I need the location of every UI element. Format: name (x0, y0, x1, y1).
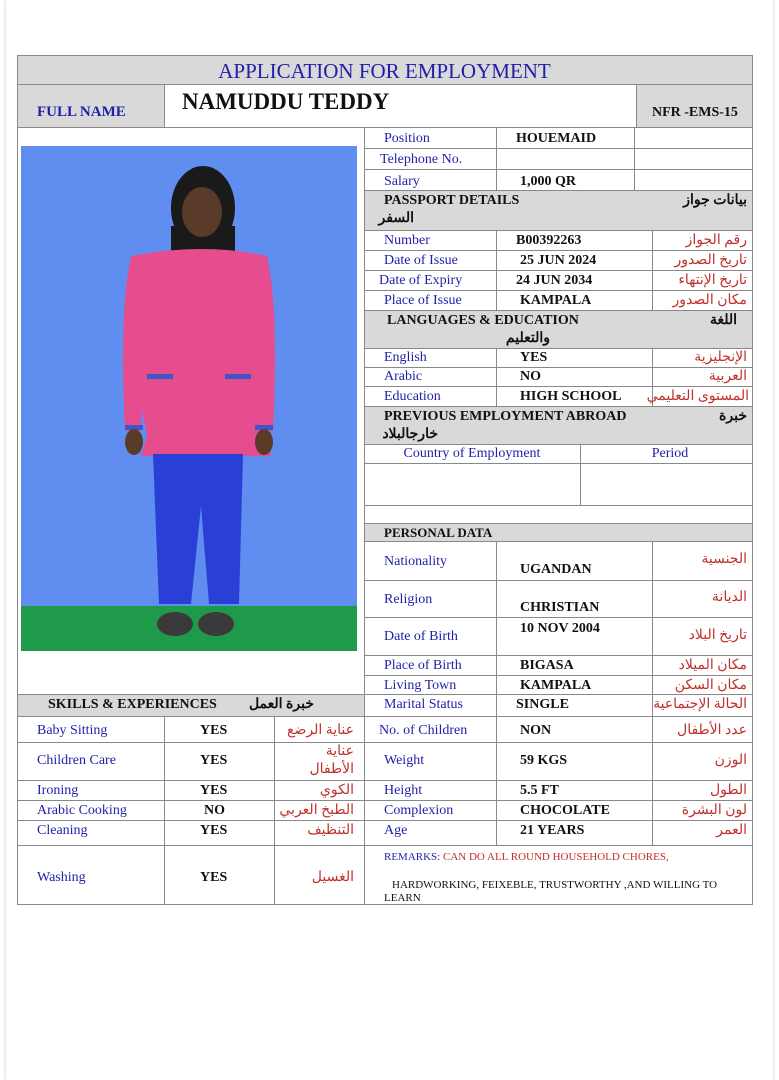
weight-value: 59 KGS (520, 753, 568, 768)
education-label: Education (384, 389, 441, 404)
marital-status-ar: الحالة الإجتماعية (653, 697, 747, 712)
place-of-issue-ar: مكان الصدور (672, 293, 747, 308)
living-town-label: Living Town (384, 678, 457, 693)
passport-number-value: B00392263 (516, 233, 582, 248)
washing-ar: الغسيل (311, 870, 354, 885)
place-of-birth-label: Place of Birth (384, 658, 462, 673)
washing-value: YES (200, 870, 228, 885)
remarks-label: REMARKS: (384, 851, 441, 863)
place-of-issue-value: KAMPALA (520, 293, 592, 308)
date-of-birth-value: 10 NOV 2004 (520, 621, 600, 636)
passport-number-ar: رقم الجواز (685, 233, 747, 248)
religion-value: CHRISTIAN (520, 600, 600, 615)
height-ar: الطول (709, 783, 747, 798)
children-care-ar: عناية (325, 744, 354, 759)
skills-header: SKILLS & EXPERIENCES (48, 697, 217, 712)
prev-employment-header-ar-2: خارجالبلاد (382, 427, 438, 442)
education-value: HIGH SCHOOL (520, 389, 622, 404)
remarks-line-1 (384, 851, 669, 864)
telephone-label: Telephone No. (380, 152, 463, 167)
living-town-value: KAMPALA (520, 678, 592, 693)
living-town-ar: مكان السكن (674, 678, 747, 693)
age-ar: العمر (716, 823, 747, 838)
place-of-issue-label: Place of Issue (384, 293, 462, 308)
marital-status-value: SINGLE (516, 697, 569, 712)
english-ar: الإنجليزية (694, 350, 747, 365)
age-value: 21 YEARS (520, 823, 585, 838)
marital-status-label: Marital Status (384, 697, 463, 712)
english-value: YES (520, 350, 548, 365)
passport-header: PASSPORT DETAILS (384, 193, 520, 208)
page-title: APPLICATION FOR EMPLOYMENT (218, 59, 551, 83)
skills-header-ar: خبرة العمل (248, 697, 314, 712)
full-name-value: NAMUDDU TEDDY (182, 89, 390, 114)
weight-label: Weight (384, 753, 425, 768)
position-value: HOUEMAID (516, 131, 597, 146)
baby-sitting-label: Baby Sitting (37, 723, 108, 738)
date-of-expiry-value: 24 JUN 2034 (516, 273, 593, 288)
ironing-value: YES (200, 783, 228, 798)
remarks-line-3: LEARN (384, 892, 421, 904)
complexion-ar: لون البشرة (681, 803, 747, 818)
english-label: English (384, 350, 427, 365)
arabic-cooking-label: Arabic Cooking (37, 803, 127, 818)
period-header: Period (651, 446, 689, 461)
children-ar: عدد الأطفال (677, 723, 747, 738)
place-of-birth-value: BIGASA (520, 658, 574, 673)
arabic-ar: العربية (708, 369, 747, 384)
baby-sitting-value: YES (200, 723, 228, 738)
date-of-expiry-ar: تاريخ الإنتهاء (678, 273, 747, 288)
languages-header: LANGUAGES & EDUCATION (387, 313, 579, 328)
washing-label: Washing (37, 870, 86, 885)
salary-value: 1,000 QR (520, 174, 576, 189)
arabic-cooking-value: NO (204, 803, 225, 818)
passport-header-ar: بيانات جواز (683, 193, 747, 208)
applicant-photo (21, 146, 357, 651)
languages-header-ar-2: والتعليم (505, 331, 550, 346)
ironing-label: Ironing (37, 783, 79, 798)
children-label: No. of Children (379, 723, 468, 738)
passport-number-label: Number (384, 233, 430, 248)
baby-sitting-ar: عناية الرضع (287, 723, 354, 738)
education-ar: المستوى التعليمي (646, 389, 749, 404)
arabic-label: Arabic (384, 369, 423, 384)
nationality-value: UGANDAN (520, 562, 592, 577)
arabic-value: NO (520, 369, 541, 384)
nationality-label: Nationality (384, 554, 447, 569)
date-of-expiry-label: Date of Expiry (379, 273, 463, 288)
weight-ar: الوزن (714, 753, 747, 768)
cleaning-ar: التنظيف (307, 823, 354, 838)
date-of-birth-ar: تاريخ البلاد (688, 628, 747, 643)
arabic-cooking-ar: الطبخ العربي (279, 803, 354, 818)
complexion-value: CHOCOLATE (520, 803, 610, 818)
cleaning-value: YES (200, 823, 228, 838)
passport-header-ar-2: السفر (378, 211, 414, 226)
religion-ar: الديانة (711, 590, 747, 605)
children-care-label: Children Care (37, 753, 116, 768)
position-label: Position (384, 131, 430, 146)
place-of-birth-ar: مكان الميلاد (678, 658, 747, 673)
ironing-ar: الكوي (319, 783, 354, 798)
prev-employment-header-ar: خبرة (719, 409, 747, 424)
complexion-label: Complexion (384, 803, 454, 818)
age-label: Age (384, 823, 408, 838)
full-name-label: FULL NAME (37, 104, 126, 120)
salary-label: Salary (384, 174, 420, 189)
cleaning-label: Cleaning (37, 823, 88, 838)
remarks-line-2: HARDWORKING, FEIXEBLE, TRUSTWORTHY ,AND WILLING TO (392, 879, 718, 891)
height-value: 5.5 FT (520, 783, 559, 798)
ref-code: NFR -EMS-15 (652, 105, 738, 120)
country-of-employment-header: Country of Employment (403, 446, 541, 461)
religion-label: Religion (384, 592, 433, 607)
children-care-value: YES (200, 753, 228, 768)
nationality-ar: الجنسية (701, 552, 747, 567)
date-of-issue-label: Date of Issue (384, 253, 458, 268)
children-value: NON (520, 723, 552, 738)
languages-header-ar: اللغة (709, 313, 737, 328)
personal-header: PERSONAL DATA (384, 525, 493, 540)
date-of-birth-label: Date of Birth (384, 629, 458, 644)
remarks-text: CAN DO ALL ROUND HOUSEHOLD CHORES, (443, 851, 669, 863)
prev-employment-header: PREVIOUS EMPLOYMENT ABROAD (384, 409, 627, 424)
height-label: Height (384, 783, 423, 798)
children-care-ar-2: الأطفال (309, 762, 354, 777)
date-of-issue-ar: تاريخ الصدور (674, 253, 747, 268)
date-of-issue-value: 25 JUN 2024 (520, 253, 597, 268)
